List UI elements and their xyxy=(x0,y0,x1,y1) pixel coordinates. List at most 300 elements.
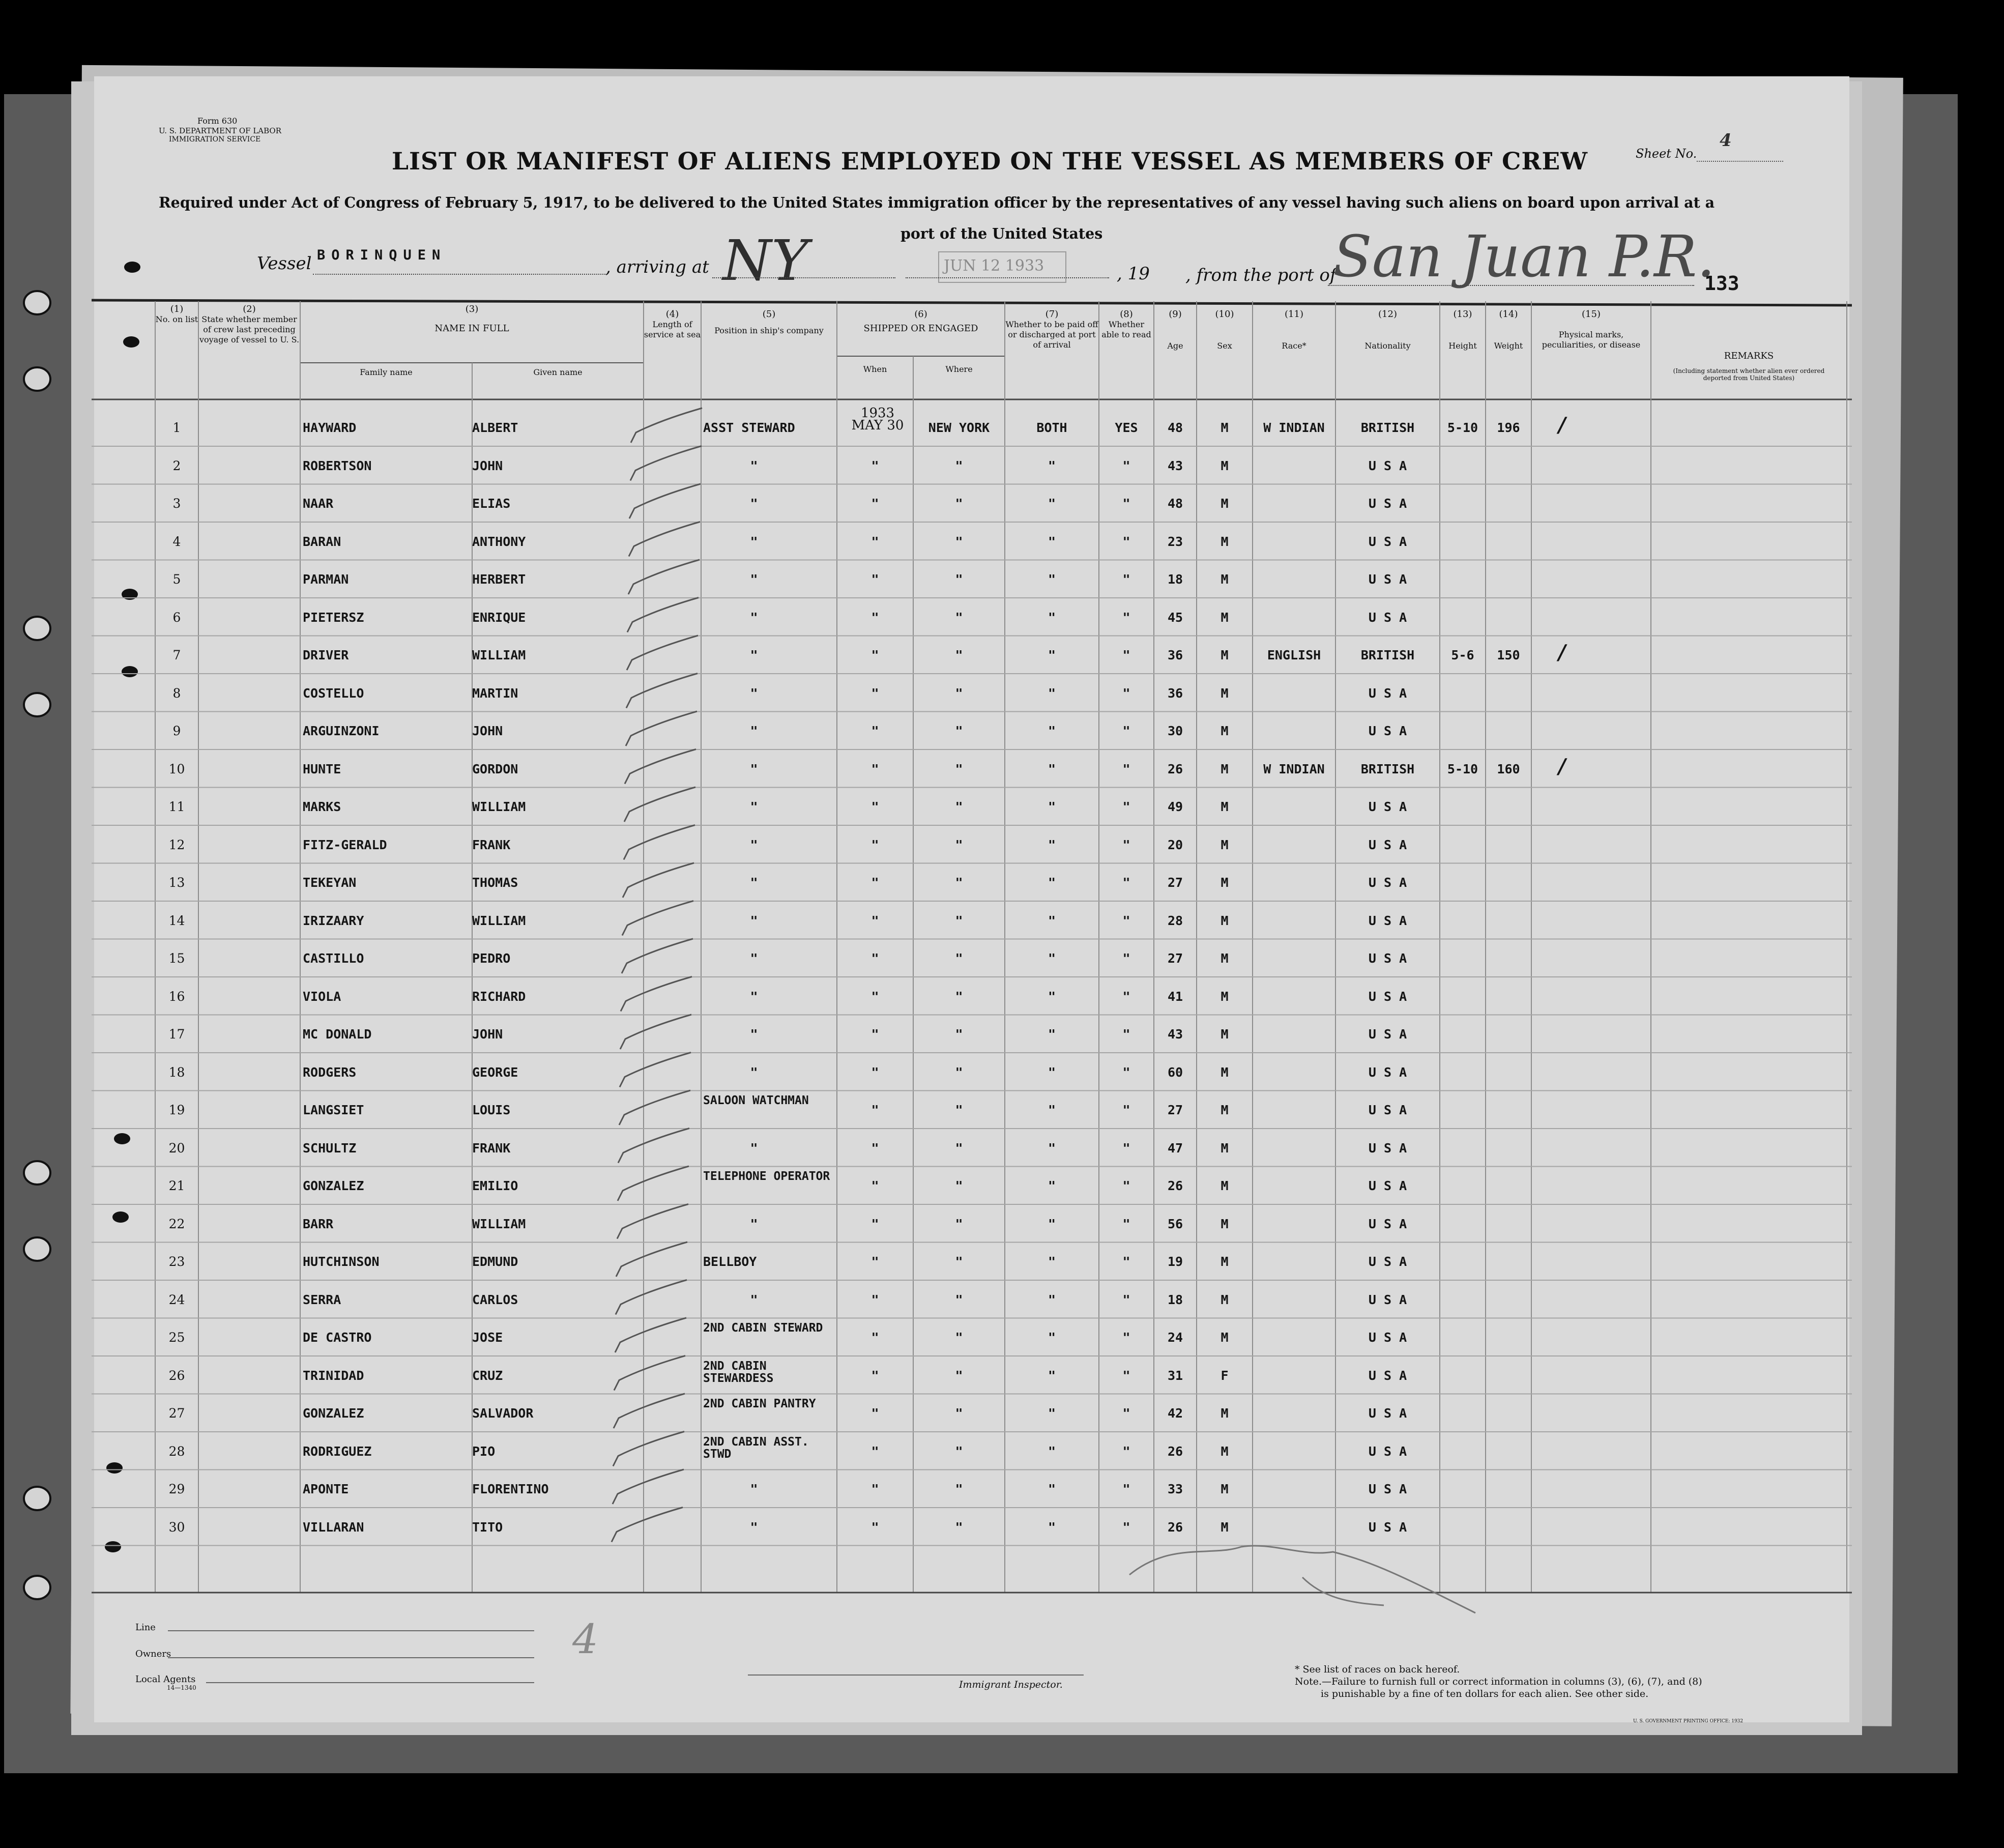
cell-family: TRINIDAD xyxy=(303,1368,364,1383)
cell-where: " xyxy=(955,951,963,966)
cell-given: HERBERT xyxy=(472,572,526,587)
cell-no: 14 xyxy=(168,913,185,928)
cell-position: 2ND CABIN ASST. STWD xyxy=(703,1435,809,1461)
cell-where: " xyxy=(955,1482,963,1496)
cell-given: FLORENTINO xyxy=(472,1482,549,1496)
cell-nationality: U S A xyxy=(1368,1178,1407,1193)
cell-family: PARMAN xyxy=(303,572,349,587)
cell-read: " xyxy=(1122,572,1130,587)
cell-nationality: U S A xyxy=(1368,799,1407,814)
cell-family: CASTILLO xyxy=(303,951,364,966)
page-title: LIST OR MANIFEST OF ALIENS EMPLOYED ON THE VESSEL AS MEMBERS OF CREW xyxy=(392,148,1588,176)
column-header-name: (3) NAME IN FULL xyxy=(434,304,509,334)
column-header-read: (8) Whether able to read xyxy=(1101,309,1151,339)
column-header-position: (5) Position in ship's company xyxy=(714,309,824,335)
footer-owners-label: Owners xyxy=(135,1649,171,1659)
cell-age: 26 xyxy=(1167,761,1183,776)
cell-given: WILLIAM xyxy=(472,648,526,662)
cell-nationality: U S A xyxy=(1368,534,1407,549)
cell-no: 16 xyxy=(168,989,185,1004)
cell-family: PIETERSZ xyxy=(303,610,364,625)
cell-age: 48 xyxy=(1167,496,1183,511)
cell-read: " xyxy=(1122,685,1130,701)
cell-age: 49 xyxy=(1167,799,1183,814)
cell-no: 3 xyxy=(172,496,181,511)
cell-family: IRIZAARY xyxy=(303,913,364,928)
cell-position: " xyxy=(750,648,758,662)
cell-position: " xyxy=(750,1140,758,1156)
manifest-number: 133 xyxy=(1704,272,1739,295)
cell-when: " xyxy=(871,1330,879,1345)
cell-where: " xyxy=(955,1140,963,1156)
cell-sex: M xyxy=(1221,1330,1229,1345)
cell-given: ALBERT xyxy=(472,420,518,435)
cell-read: " xyxy=(1122,610,1130,625)
cell-family: BARAN xyxy=(303,534,341,549)
cell-age: 24 xyxy=(1167,1330,1183,1345)
cell-family: GONZALEZ xyxy=(303,1406,364,1421)
cell-read: " xyxy=(1122,1178,1130,1193)
cell-age: 43 xyxy=(1167,458,1183,473)
cell-sex: M xyxy=(1221,420,1229,435)
cell-family: RODRIGUEZ xyxy=(303,1443,372,1459)
footer-agents-label: Local Agents xyxy=(135,1674,196,1685)
cell-age: 27 xyxy=(1167,875,1183,890)
cell-sex: M xyxy=(1221,1027,1229,1042)
footer-handwritten-note: 4 xyxy=(572,1615,598,1663)
cell-where: " xyxy=(955,1254,963,1269)
cell-sex: M xyxy=(1221,1482,1229,1496)
cell-age: 36 xyxy=(1167,648,1183,662)
cell-age: 26 xyxy=(1167,1443,1183,1459)
column-header-no: (1) No. on list xyxy=(155,304,198,324)
cell-sex: M xyxy=(1221,1216,1229,1231)
cell-nationality: U S A xyxy=(1368,989,1407,1004)
cell-read: " xyxy=(1122,989,1130,1004)
cell-read: " xyxy=(1122,648,1130,662)
cell-given: CRUZ xyxy=(472,1368,503,1383)
cell-nationality: U S A xyxy=(1368,458,1407,473)
cell-read: " xyxy=(1122,837,1130,852)
cell-marks: / xyxy=(1558,413,1566,437)
cell-nationality: U S A xyxy=(1368,1406,1407,1421)
cell-paid: " xyxy=(1048,610,1056,625)
cell-no: 13 xyxy=(168,875,185,890)
cell-no: 11 xyxy=(168,799,185,814)
cell-when: " xyxy=(871,534,879,549)
cell-sex: M xyxy=(1221,534,1229,549)
column-header-physical-marks: (15) Physical marks, peculiarities, or disease xyxy=(1542,309,1641,350)
cell-where: " xyxy=(955,761,963,776)
cell-position: " xyxy=(750,534,758,549)
cell-when: " xyxy=(871,951,879,966)
cell-age: 26 xyxy=(1167,1178,1183,1193)
cell-sex: M xyxy=(1221,1292,1229,1307)
cell-sex: M xyxy=(1221,572,1229,587)
cell-position: ASST STEWARD xyxy=(703,420,795,435)
cell-sex: M xyxy=(1221,685,1229,701)
cell-nationality: U S A xyxy=(1368,1064,1407,1080)
cell-when: " xyxy=(871,496,879,511)
cell-sex: M xyxy=(1221,761,1229,776)
footer-form-code: 14—1340 xyxy=(167,1684,196,1691)
cell-where: " xyxy=(955,1027,963,1042)
cell-race: ENGLISH xyxy=(1267,648,1321,662)
cell-age: 45 xyxy=(1167,610,1183,625)
cell-sex: M xyxy=(1221,1519,1229,1535)
cell-where: " xyxy=(955,685,963,701)
cell-no: 29 xyxy=(168,1482,185,1496)
cell-paid: " xyxy=(1048,572,1056,587)
cell-where: " xyxy=(955,989,963,1004)
cell-where: " xyxy=(955,1064,963,1080)
cell-age: 48 xyxy=(1167,420,1183,435)
service-name: IMMIGRATION SERVICE xyxy=(169,135,261,143)
cell-position: " xyxy=(750,837,758,852)
cell-where: " xyxy=(955,1443,963,1459)
cell-sex: M xyxy=(1221,951,1229,966)
footer-line-label: Line xyxy=(135,1622,156,1633)
cell-no: 5 xyxy=(172,572,181,587)
cell-sex: M xyxy=(1221,1103,1229,1117)
cell-given: MARTIN xyxy=(472,685,518,701)
cell-given: WILLIAM xyxy=(472,913,526,928)
cell-position: 2ND CABIN PANTRY xyxy=(703,1397,816,1410)
cell-when: " xyxy=(871,1178,879,1193)
cell-paid: " xyxy=(1048,1482,1056,1496)
cell-paid: " xyxy=(1048,1330,1056,1345)
cell-nationality: U S A xyxy=(1368,724,1407,738)
cell-read: " xyxy=(1122,1292,1130,1307)
cell-position: " xyxy=(750,1064,758,1080)
cell-paid: " xyxy=(1048,496,1056,511)
cell-given: ANTHONY xyxy=(472,534,526,549)
cell-nationality: BRITISH xyxy=(1360,420,1415,435)
cell-family: SERRA xyxy=(303,1292,341,1307)
cell-when: " xyxy=(871,1027,879,1042)
cell-age: 18 xyxy=(1167,572,1183,587)
cell-sex: M xyxy=(1221,458,1229,473)
cell-no: 6 xyxy=(172,610,181,625)
cell-position: " xyxy=(750,1519,758,1535)
cell-age: 19 xyxy=(1167,1254,1183,1269)
cell-nationality: U S A xyxy=(1368,1519,1407,1535)
cell-where: " xyxy=(955,648,963,662)
form-number: Form 630 xyxy=(197,116,238,126)
column-header-given-name: Given name xyxy=(533,367,583,377)
cell-age: 60 xyxy=(1167,1064,1183,1080)
cell-when: " xyxy=(871,648,879,662)
cell-read: " xyxy=(1122,799,1130,814)
date-line xyxy=(906,277,1109,278)
cell-no: 30 xyxy=(168,1519,185,1535)
cell-where: " xyxy=(955,875,963,890)
races-note: * See list of races on back hereof. xyxy=(1295,1664,1460,1675)
cell-where: " xyxy=(955,534,963,549)
cell-age: 33 xyxy=(1167,1482,1183,1496)
cell-paid: " xyxy=(1048,761,1056,776)
cell-position: " xyxy=(750,496,758,511)
cell-given: JOHN xyxy=(472,1027,503,1042)
cell-nationality: U S A xyxy=(1368,875,1407,890)
cell-marks: / xyxy=(1558,754,1566,778)
cell-position: " xyxy=(750,572,758,587)
cell-family: VILLARAN xyxy=(303,1519,364,1535)
cell-age: 36 xyxy=(1167,685,1183,701)
cell-no: 27 xyxy=(168,1406,185,1421)
cell-nationality: BRITISH xyxy=(1360,648,1415,662)
cell-position: " xyxy=(750,1482,758,1496)
cell-nationality: U S A xyxy=(1368,1292,1407,1307)
cell-sex: F xyxy=(1221,1368,1229,1383)
cell-nationality: U S A xyxy=(1368,1443,1407,1459)
cell-read: " xyxy=(1122,1443,1130,1459)
cell-read: " xyxy=(1122,1027,1130,1042)
cell-paid: " xyxy=(1048,1406,1056,1421)
cell-height: 5-10 xyxy=(1447,761,1478,776)
from-port-label: , from the port of xyxy=(1185,265,1337,285)
cell-given: LOUIS xyxy=(472,1103,511,1117)
cell-marks: / xyxy=(1558,641,1566,665)
cell-paid: " xyxy=(1048,1254,1056,1269)
cell-when: " xyxy=(871,989,879,1004)
arriving-port-handwritten: NY xyxy=(722,228,808,293)
cell-race: W INDIAN xyxy=(1263,420,1325,435)
cell-no: 20 xyxy=(168,1140,185,1156)
column-header-weight: (14) Weight xyxy=(1494,309,1523,351)
cell-paid: " xyxy=(1048,799,1056,814)
column-header-remarks-note: (Including statement whether alien ever ordered deported from United States) xyxy=(1673,367,1825,382)
cell-paid: " xyxy=(1048,724,1056,738)
cell-nationality: U S A xyxy=(1368,1368,1407,1383)
cell-read: " xyxy=(1122,534,1130,549)
cell-age: 18 xyxy=(1167,1292,1183,1307)
cell-age: 47 xyxy=(1167,1140,1183,1156)
cell-nationality: BRITISH xyxy=(1360,761,1415,776)
cell-family: APONTE xyxy=(303,1482,349,1496)
sheet-number-line xyxy=(1697,161,1783,162)
cell-when: " xyxy=(871,610,879,625)
cell-position: " xyxy=(750,1292,758,1307)
cell-age: 43 xyxy=(1167,1027,1183,1042)
cell-where: " xyxy=(955,1178,963,1193)
cell-when: " xyxy=(871,1368,879,1383)
cell-nationality: U S A xyxy=(1368,1254,1407,1269)
cell-position: " xyxy=(750,875,758,890)
cell-position: 2ND CABIN STEWARD xyxy=(703,1321,823,1335)
cell-paid: " xyxy=(1048,1027,1056,1042)
column-header-age: (9) Age xyxy=(1167,309,1183,351)
cell-nationality: U S A xyxy=(1368,610,1407,625)
cell-nationality: U S A xyxy=(1368,572,1407,587)
cell-no: 22 xyxy=(168,1216,185,1231)
cell-age: 27 xyxy=(1167,951,1183,966)
cell-nationality: U S A xyxy=(1368,1216,1407,1231)
sheet-number-label: Sheet No. xyxy=(1636,147,1697,161)
cell-family: RODGERS xyxy=(303,1064,357,1080)
column-header-service-length: (4) Length of service at sea xyxy=(644,309,701,339)
cell-no: 23 xyxy=(168,1254,185,1269)
cell-nationality: U S A xyxy=(1368,837,1407,852)
cell-paid: " xyxy=(1048,534,1056,549)
column-header-paid-off: (7) Whether to be paid off or discharged at port of arrival xyxy=(1005,309,1098,350)
cell-no: 9 xyxy=(172,724,181,738)
cell-read: " xyxy=(1122,496,1130,511)
vessel-label: Vessel xyxy=(257,253,312,274)
penalty-note-line-2: is punishable by a fine of ten dollars for each alien. See other side. xyxy=(1321,1688,1649,1699)
cell-where: " xyxy=(955,1330,963,1345)
cell-given: ENRIQUE xyxy=(472,610,526,625)
cell-no: 26 xyxy=(168,1368,185,1383)
cell-where: " xyxy=(955,913,963,928)
cell-given: SALVADOR xyxy=(472,1406,534,1421)
cell-given: GEORGE xyxy=(472,1064,518,1080)
cell-when: " xyxy=(871,572,879,587)
cell-sex: M xyxy=(1221,1064,1229,1080)
cell-given: FRANK xyxy=(472,837,511,852)
cell-paid: " xyxy=(1048,1519,1056,1535)
cell-paid: " xyxy=(1048,1216,1056,1231)
cell-given: JOHN xyxy=(472,724,503,738)
cell-sex: M xyxy=(1221,1406,1229,1421)
cell-sex: M xyxy=(1221,875,1229,890)
cell-read: " xyxy=(1122,1254,1130,1269)
cell-where: " xyxy=(955,496,963,511)
cell-when: " xyxy=(871,1519,879,1535)
cell-sex: M xyxy=(1221,1140,1229,1156)
cell-when: " xyxy=(871,1482,879,1496)
column-header-where: Where xyxy=(945,364,973,374)
cell-position: " xyxy=(750,685,758,701)
column-header-nationality: (12) Nationality xyxy=(1364,309,1411,351)
cell-paid: " xyxy=(1048,989,1056,1004)
cell-family: HUTCHINSON xyxy=(303,1254,380,1269)
cell-position: " xyxy=(750,1216,758,1231)
cell-family: SCHULTZ xyxy=(303,1140,357,1156)
cell-no: 17 xyxy=(168,1027,185,1042)
sheet-number-value: 4 xyxy=(1720,130,1732,151)
cell-when: " xyxy=(871,1064,879,1080)
cell-given: JOSE xyxy=(472,1330,503,1345)
cell-when: " xyxy=(871,685,879,701)
cell-when: " xyxy=(871,875,879,890)
cell-sex: M xyxy=(1221,1254,1229,1269)
cell-given: ELIAS xyxy=(472,496,511,511)
cell-nationality: U S A xyxy=(1368,1140,1407,1156)
port-line xyxy=(1328,285,1694,286)
cell-age: 26 xyxy=(1167,1519,1183,1535)
cell-position: BELLBOY xyxy=(703,1254,757,1269)
cell-weight: 196 xyxy=(1497,420,1520,435)
cell-when: " xyxy=(871,458,879,473)
cell-position: " xyxy=(750,913,758,928)
cell-age: 28 xyxy=(1167,913,1183,928)
cell-where: " xyxy=(955,1216,963,1231)
cell-given: TITO xyxy=(472,1519,503,1535)
cell-given: WILLIAM xyxy=(472,1216,526,1231)
cell-where: " xyxy=(955,1292,963,1307)
column-header-sex: (10) Sex xyxy=(1215,309,1234,351)
cell-no: 2 xyxy=(172,458,181,473)
cell-sex: M xyxy=(1221,1443,1229,1459)
cell-position: " xyxy=(750,989,758,1004)
cell-no: 12 xyxy=(168,837,185,852)
cell-family: ARGUINZONI xyxy=(303,724,380,738)
cell-nationality: U S A xyxy=(1368,951,1407,966)
cell-given: GORDON xyxy=(472,761,518,776)
cell-nationality: U S A xyxy=(1368,1027,1407,1042)
cell-nationality: U S A xyxy=(1368,685,1407,701)
cell-position: " xyxy=(750,1027,758,1042)
cell-age: 41 xyxy=(1167,989,1183,1004)
cell-family: GONZALEZ xyxy=(303,1178,364,1193)
cell-given: FRANK xyxy=(472,1140,511,1156)
cell-where: " xyxy=(955,458,963,473)
cell-when: " xyxy=(871,1103,879,1117)
cell-given: RICHARD xyxy=(472,989,526,1004)
cell-when: " xyxy=(871,1406,879,1421)
cell-given: THOMAS xyxy=(472,875,518,890)
cell-read: " xyxy=(1122,1140,1130,1156)
cell-paid: " xyxy=(1048,837,1056,852)
cell-weight: 150 xyxy=(1497,648,1520,662)
cell-read: " xyxy=(1122,875,1130,890)
cell-when: 1933 MAY 30 xyxy=(851,406,904,433)
cell-read: " xyxy=(1122,1064,1130,1080)
cell-no: 15 xyxy=(168,951,185,966)
printer-imprint: U. S. GOVERNMENT PRINTING OFFICE: 1932 xyxy=(1633,1719,1744,1724)
cell-height: 5-6 xyxy=(1451,648,1474,662)
department-name: U. S. DEPARTMENT OF LABOR xyxy=(159,126,282,135)
cell-read: " xyxy=(1122,458,1130,473)
cell-paid: " xyxy=(1048,458,1056,473)
cell-race: W INDIAN xyxy=(1263,761,1325,776)
cell-read: " xyxy=(1122,1103,1130,1117)
cell-position: " xyxy=(750,761,758,776)
cell-when: " xyxy=(871,1140,879,1156)
vessel-name: BORINQUEN xyxy=(317,247,447,263)
cell-age: 30 xyxy=(1167,724,1183,738)
cell-when: " xyxy=(871,913,879,928)
cell-no: 18 xyxy=(168,1064,185,1080)
cell-sex: M xyxy=(1221,837,1229,852)
inspector-label: Immigrant Inspector. xyxy=(959,1679,1063,1690)
cell-paid: " xyxy=(1048,1292,1056,1307)
cell-when: " xyxy=(871,761,879,776)
column-header-when: When xyxy=(863,364,887,374)
column-header-prior-voyage: (2) State whether member of crew last preceding voyage of vessel to U. S. xyxy=(199,304,300,344)
cell-paid: " xyxy=(1048,1103,1056,1117)
cell-paid: " xyxy=(1048,1178,1056,1193)
cell-where: " xyxy=(955,1103,963,1117)
cell-position: " xyxy=(750,458,758,473)
cell-family: DE CASTRO xyxy=(303,1330,372,1345)
cell-where: " xyxy=(955,1368,963,1383)
cell-age: 42 xyxy=(1167,1406,1183,1421)
cell-where: " xyxy=(955,837,963,852)
cell-where: NEW YORK xyxy=(928,420,990,435)
cell-age: 31 xyxy=(1167,1368,1183,1383)
cell-read: " xyxy=(1122,951,1130,966)
column-header-shipped: (6) SHIPPED OR ENGAGED xyxy=(863,309,978,334)
cell-no: 1 xyxy=(172,420,181,435)
cell-given: PIO xyxy=(472,1443,496,1459)
cell-sex: M xyxy=(1221,799,1229,814)
arriving-line xyxy=(712,277,895,278)
cell-read: " xyxy=(1122,1482,1130,1496)
column-header-race: (11) Race* xyxy=(1282,309,1306,351)
cell-position: 2ND CABIN STEWARDESS xyxy=(703,1359,774,1385)
